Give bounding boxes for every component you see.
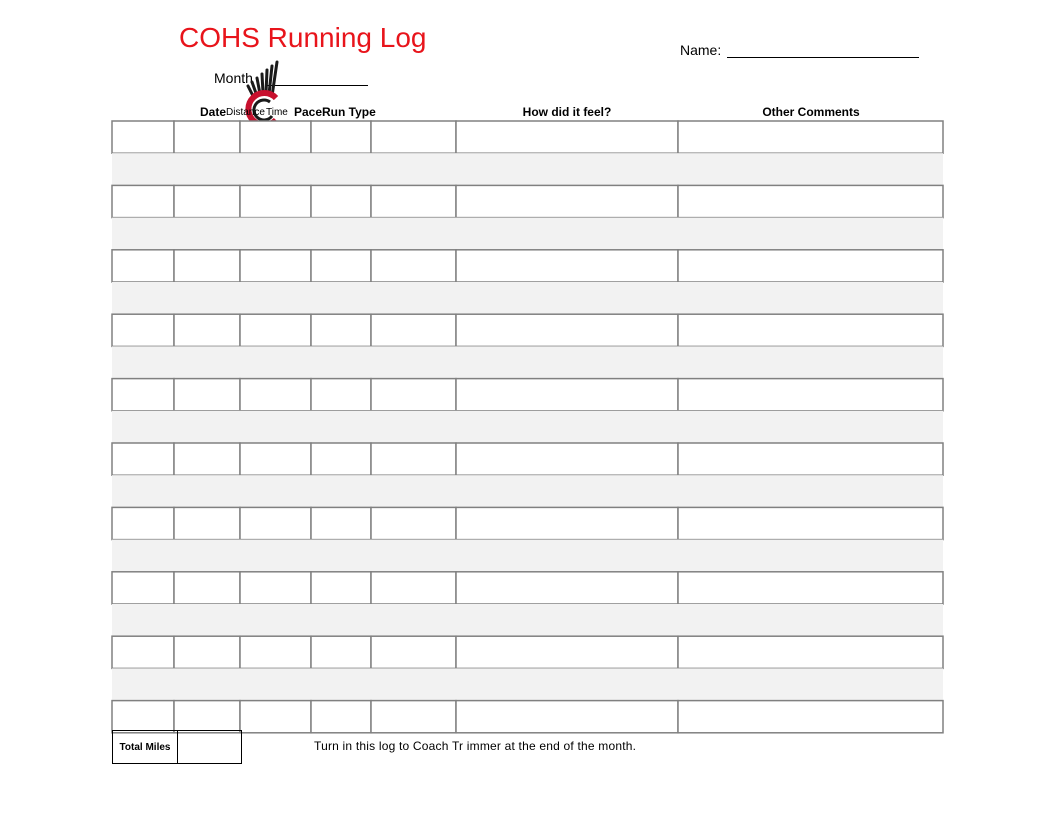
shaded-row [112,218,943,250]
log-cell[interactable] [112,507,174,539]
log-cell[interactable] [456,636,678,668]
log-cell[interactable] [678,250,943,282]
log-cell[interactable] [112,636,174,668]
log-cell[interactable] [678,379,943,411]
shaded-row [112,475,943,507]
log-cell[interactable] [311,443,371,475]
log-cell[interactable] [678,636,943,668]
log-cell[interactable] [311,572,371,604]
log-cell[interactable] [456,572,678,604]
log-cell[interactable] [678,443,943,475]
log-cell[interactable] [174,185,240,217]
log-cell[interactable] [371,701,456,733]
log-cell[interactable] [311,185,371,217]
column-header-feel: How did it feel? [522,105,612,119]
log-cell[interactable] [240,250,311,282]
shaded-row [112,282,943,314]
log-cell[interactable] [678,314,943,346]
log-cell[interactable] [174,443,240,475]
log-cell[interactable] [311,507,371,539]
log-cell[interactable] [240,701,311,733]
log-cell[interactable] [371,507,456,539]
log-cell[interactable] [240,443,311,475]
log-cell[interactable] [456,379,678,411]
log-cell[interactable] [678,572,943,604]
log-cell[interactable] [456,121,678,153]
log-cell[interactable] [456,314,678,346]
log-cell[interactable] [311,250,371,282]
log-cell[interactable] [174,250,240,282]
log-cell[interactable] [240,379,311,411]
log-cell[interactable] [240,572,311,604]
total-miles-input[interactable] [178,731,241,763]
shaded-row [112,411,943,443]
log-cell[interactable] [240,121,311,153]
log-cell[interactable] [678,701,943,733]
shaded-row [112,153,943,185]
log-cell[interactable] [112,701,174,733]
log-cell[interactable] [311,379,371,411]
log-cell[interactable] [371,121,456,153]
log-cell[interactable] [311,314,371,346]
log-cell[interactable] [112,572,174,604]
log-cell[interactable] [174,507,240,539]
log-cell[interactable] [678,121,943,153]
log-cell[interactable] [371,379,456,411]
log-cell[interactable] [174,636,240,668]
log-cell[interactable] [174,121,240,153]
column-header-comments: Other Comments [762,105,860,119]
log-cell[interactable] [112,443,174,475]
shaded-row [112,540,943,572]
log-cell[interactable] [240,507,311,539]
log-cell[interactable] [240,636,311,668]
log-cell[interactable] [240,314,311,346]
shaded-row [112,604,943,636]
total-miles-label: Total Miles [113,731,178,763]
log-cell[interactable] [456,701,678,733]
log-cell[interactable] [112,379,174,411]
page-title: COHS Running Log [179,22,427,53]
log-cell[interactable] [240,185,311,217]
turn-in-note: Turn in this log to Coach Tr immer at the end of the month. [314,739,637,753]
log-cell[interactable] [678,185,943,217]
name-label: Name: [680,42,722,58]
log-cell[interactable] [371,572,456,604]
log-cell[interactable] [311,701,371,733]
log-cell[interactable] [371,636,456,668]
log-cell[interactable] [311,121,371,153]
log-cell[interactable] [311,636,371,668]
log-cell[interactable] [112,185,174,217]
log-cell[interactable] [371,314,456,346]
log-cell[interactable] [174,314,240,346]
log-cell[interactable] [371,443,456,475]
column-header-pace: Pace [294,105,323,119]
log-cell[interactable] [456,250,678,282]
log-cell[interactable] [174,572,240,604]
log-cell[interactable] [371,250,456,282]
log-cell[interactable] [112,121,174,153]
log-cell[interactable] [456,443,678,475]
column-header-date: Date [200,105,227,119]
log-cell[interactable] [456,507,678,539]
column-header-time: Time [266,107,288,118]
shaded-row [112,668,943,700]
column-header-run-type: Run Type [322,105,376,119]
log-cell[interactable] [174,701,240,733]
total-miles-box [112,730,242,764]
log-cell[interactable] [371,185,456,217]
log-cell[interactable] [112,250,174,282]
log-cell[interactable] [174,379,240,411]
log-cell[interactable] [456,185,678,217]
log-cell[interactable] [678,507,943,539]
log-cell[interactable] [112,314,174,346]
column-header-distance: Distance [226,107,265,118]
shaded-row [112,346,943,378]
month-label: Month [214,70,253,86]
